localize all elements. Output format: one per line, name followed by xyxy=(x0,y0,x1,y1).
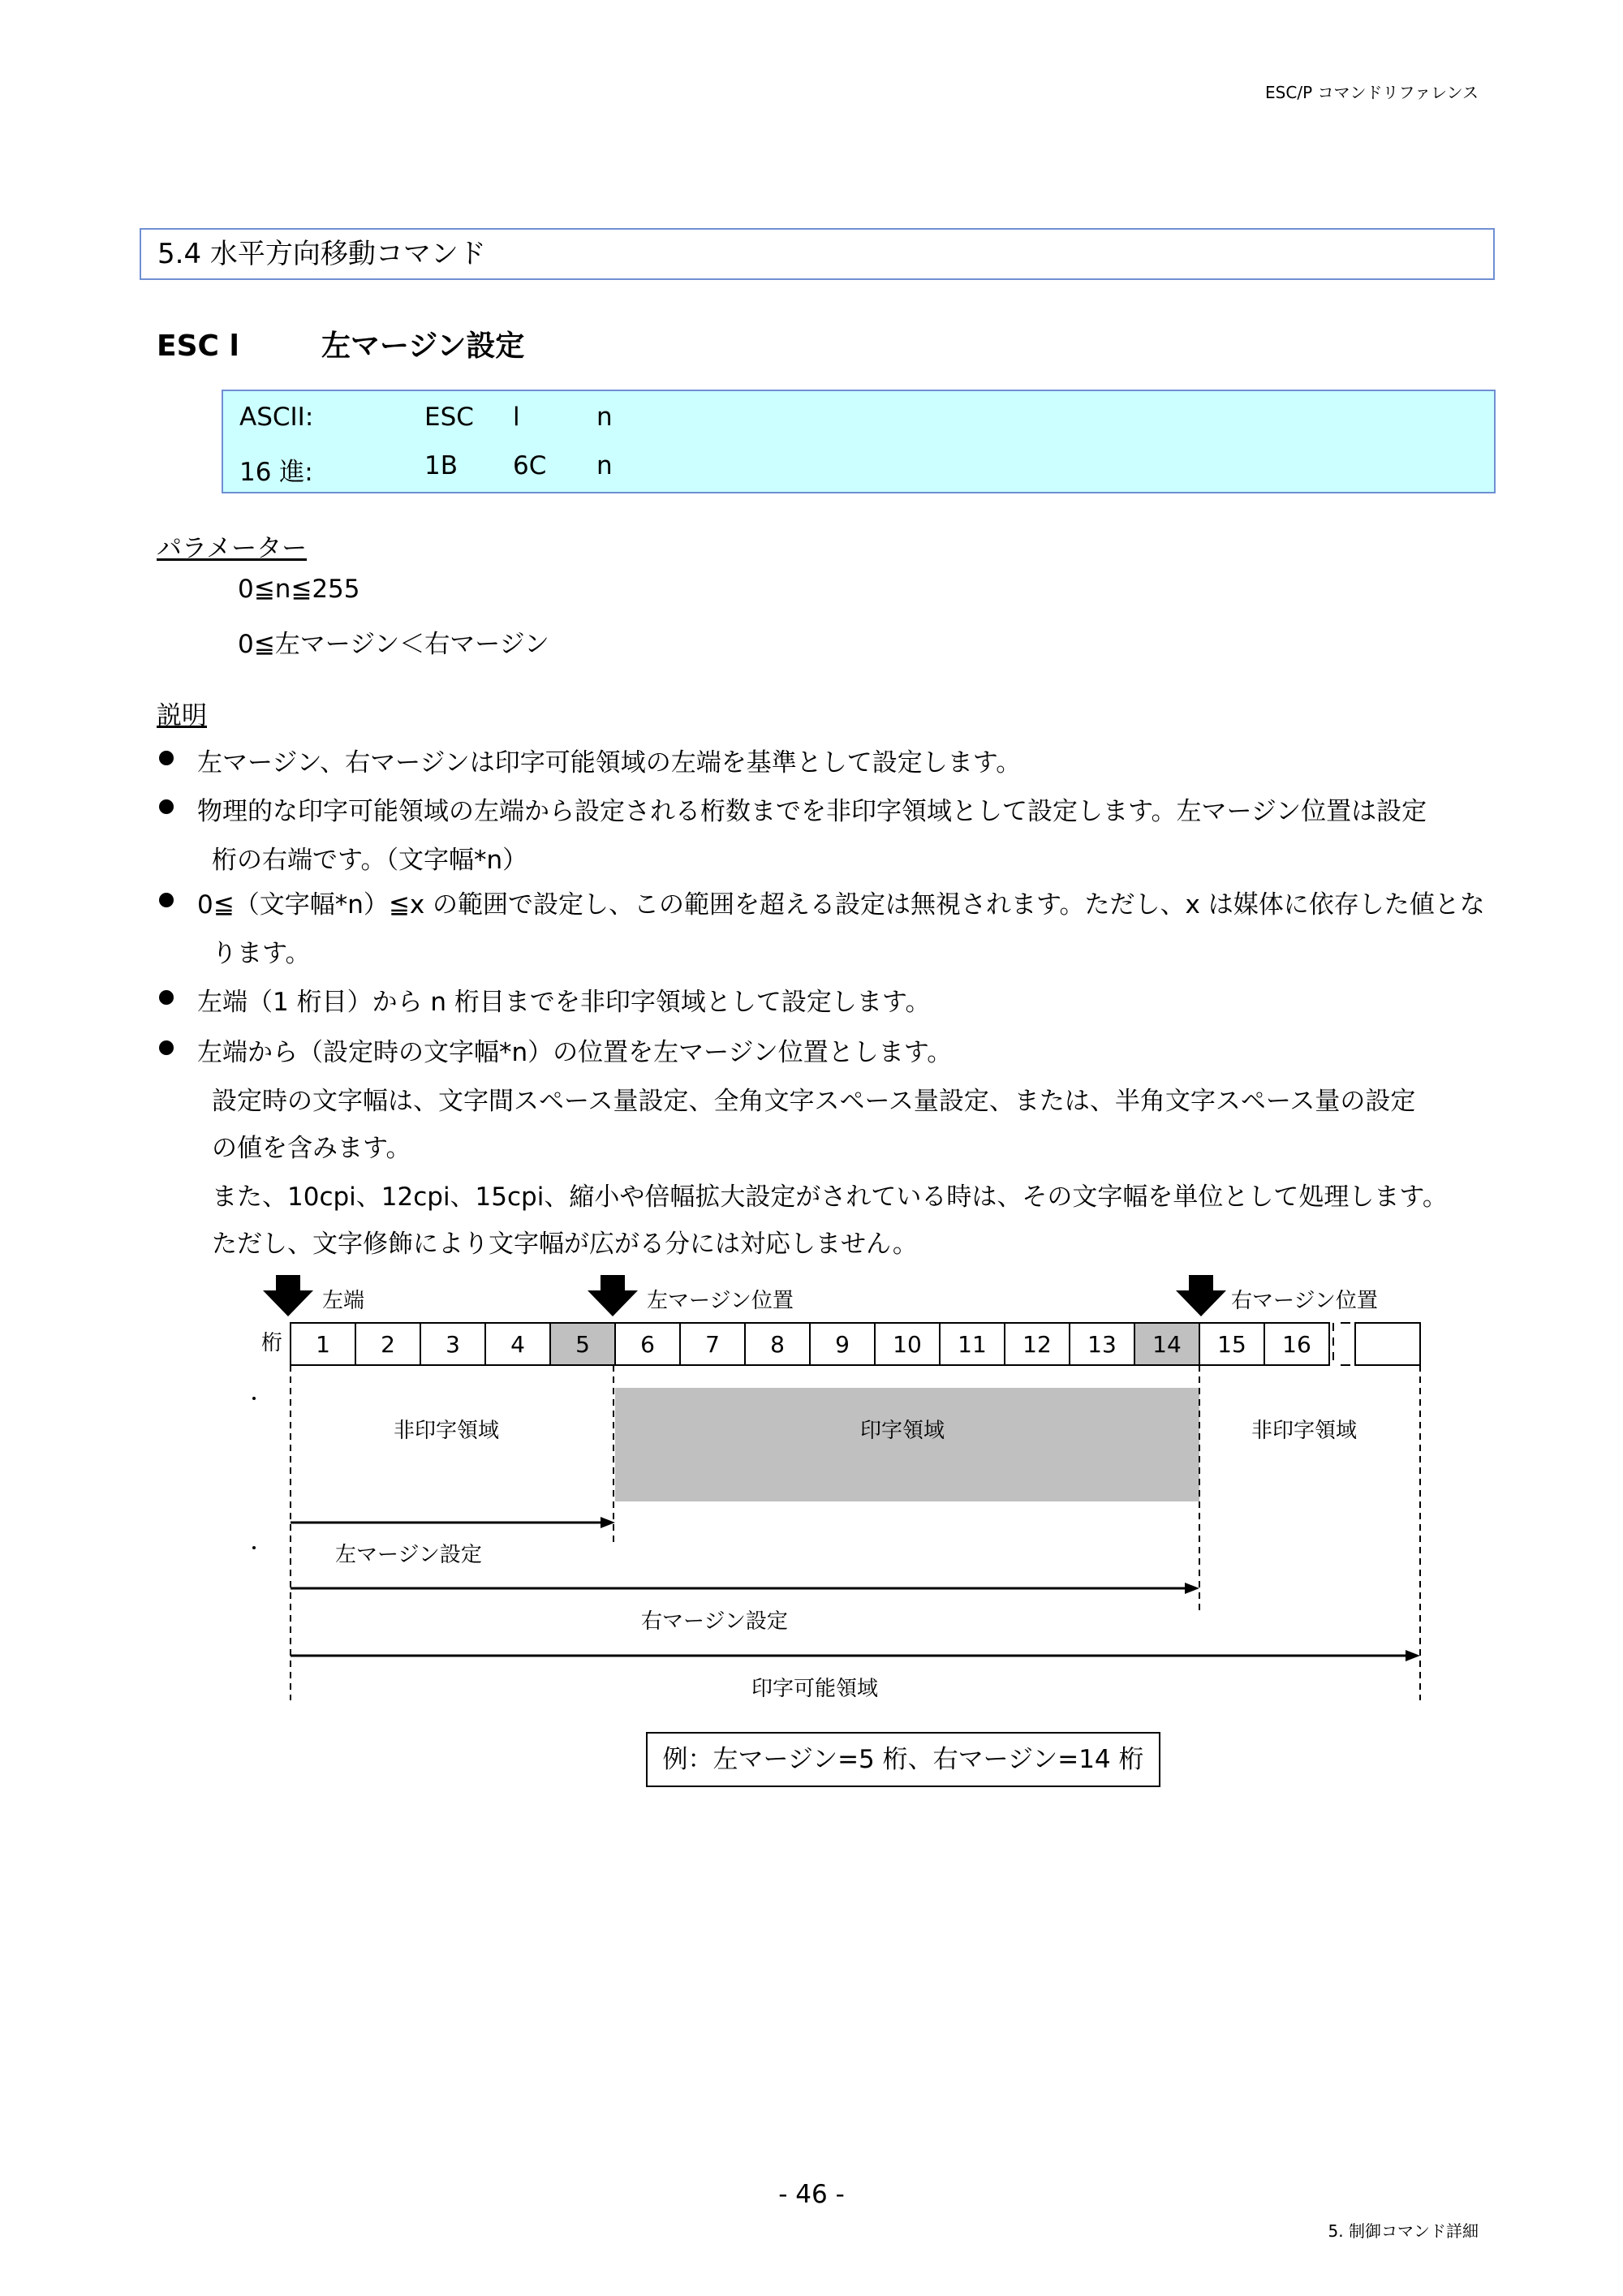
arrow-label: 印字可能領域 xyxy=(751,1677,879,1701)
column-number: 15 xyxy=(1217,1331,1246,1358)
syntax-ascii-token: n xyxy=(596,403,613,432)
column-number: 7 xyxy=(705,1331,720,1358)
marker-label: 右マージン位置 xyxy=(1231,1289,1378,1313)
right-margin-arrow xyxy=(291,1583,1199,1634)
description-note: の値を含みます。 xyxy=(212,1134,411,1163)
description-note: 設定時の文字幅は、文字間スペース量設定、全角文字スペース量設定、または、半角文字スペース量の設定 xyxy=(212,1087,1416,1116)
syntax-hex-token: 1B xyxy=(424,451,458,480)
column-number: 5 xyxy=(575,1331,590,1358)
column-number: 11 xyxy=(958,1331,987,1358)
bullet-dot xyxy=(159,893,174,907)
description-item-cont: ります。 xyxy=(212,939,311,968)
column-number: 14 xyxy=(1152,1331,1182,1358)
syntax-hex-label: 16 進: xyxy=(239,458,313,487)
syntax-hex-token: n xyxy=(596,451,613,480)
arrow-label: 右マージン設定 xyxy=(641,1609,788,1634)
row-label: 桁 xyxy=(261,1331,283,1355)
bullet-dot xyxy=(159,799,174,814)
description-note: ただし、文字修飾により文字幅が広がる分には対応しません。 xyxy=(212,1230,918,1259)
syntax-hex-token: 6C xyxy=(513,451,547,480)
left-margin-arrow xyxy=(291,1517,615,1567)
printable-area-arrow xyxy=(291,1650,1420,1701)
description-item: 0≦（文字幅*n）≦x の範囲で設定し、この範囲を超える設定は無視されます。ただし、x は媒体に依存した値とな xyxy=(197,890,1485,920)
down-arrow-icon xyxy=(263,1275,313,1316)
diagram-extra-cell xyxy=(1333,1323,1420,1365)
column-number: 9 xyxy=(835,1331,850,1358)
bullet-dot xyxy=(159,990,174,1005)
command-name: 左マージン設定 xyxy=(321,330,525,363)
arrow-label: 左マージン設定 xyxy=(335,1543,482,1567)
column-number: 4 xyxy=(510,1331,525,1358)
description-item: 左端から（設定時の文字幅*n）の位置を左マージン位置とします。 xyxy=(197,1038,953,1067)
column-number: 16 xyxy=(1282,1331,1311,1358)
bullet-dot xyxy=(159,1040,174,1055)
column-number: 1 xyxy=(316,1331,330,1358)
chapter-footer: 5. 制御コマンド詳細 xyxy=(1328,2221,1479,2241)
syntax-ascii-token: ESC xyxy=(424,403,474,432)
bullet-dot xyxy=(252,1546,256,1549)
column-number: 6 xyxy=(640,1331,655,1358)
region-label: 非印字領域 xyxy=(393,1419,500,1443)
description-item-cont: 桁の右端です。（文字幅*n） xyxy=(212,846,528,875)
column-number: 10 xyxy=(893,1331,922,1358)
example-caption: 例：左マージン=5 桁、右マージン=14 桁 xyxy=(646,1732,1160,1787)
page-number: - 46 - xyxy=(778,2180,845,2209)
margin-diagram xyxy=(243,1266,1444,1721)
arrowhead-icon xyxy=(1406,1650,1420,1661)
section-heading: 5.4 水平方向移動コマンド xyxy=(140,228,1495,280)
syntax-ascii-label: ASCII: xyxy=(239,403,314,432)
region-label: 非印字領域 xyxy=(1251,1419,1358,1443)
command-code: ESC l xyxy=(157,330,239,363)
marker-label: 左端 xyxy=(322,1289,365,1313)
running-header: ESC/P コマンドリファレンス xyxy=(1265,83,1479,102)
description-item: 物理的な印字可能領域の左端から設定される桁数までを非印字領域として設定します。左マージン位置は設定 xyxy=(197,797,1427,826)
column-number: 3 xyxy=(446,1331,460,1358)
column-cells xyxy=(291,1323,1329,1365)
marker-label: 左マージン位置 xyxy=(647,1289,794,1313)
parameter-constraint: 0≦左マージン＜右マージン xyxy=(238,630,549,659)
down-arrow-icon xyxy=(588,1275,638,1316)
down-arrow-icon xyxy=(1176,1275,1226,1316)
description-item: 左マージン、右マージンは印字可能領域の左端を基準として設定します。 xyxy=(197,748,1022,778)
column-number: 2 xyxy=(381,1331,395,1358)
syntax-ascii-token: l xyxy=(513,403,520,432)
region-label: 印字領域 xyxy=(859,1419,945,1443)
parameters-heading: パラメーター xyxy=(157,534,308,563)
diagram-markers xyxy=(263,1275,1378,1316)
description-item: 左端（1 桁目）から n 桁目までを非印字領域として設定します。 xyxy=(197,988,931,1017)
arrowhead-icon xyxy=(1185,1583,1199,1594)
column-number: 13 xyxy=(1087,1331,1117,1358)
column-number: 8 xyxy=(770,1331,785,1358)
bullet-dot xyxy=(159,751,174,765)
print-area-band xyxy=(615,1388,1199,1501)
syntax-box xyxy=(222,390,1496,493)
parameter-range: 0≦n≦255 xyxy=(238,575,360,604)
description-heading: 説明 xyxy=(157,701,207,730)
description-note: また、10cpi、12cpi、15cpi、縮小や倍幅拡大設定がされている時は、その文字幅を単位として処理します。 xyxy=(212,1182,1448,1212)
command-title xyxy=(157,323,524,364)
column-number: 12 xyxy=(1022,1331,1052,1358)
bullet-dot xyxy=(252,1397,256,1400)
